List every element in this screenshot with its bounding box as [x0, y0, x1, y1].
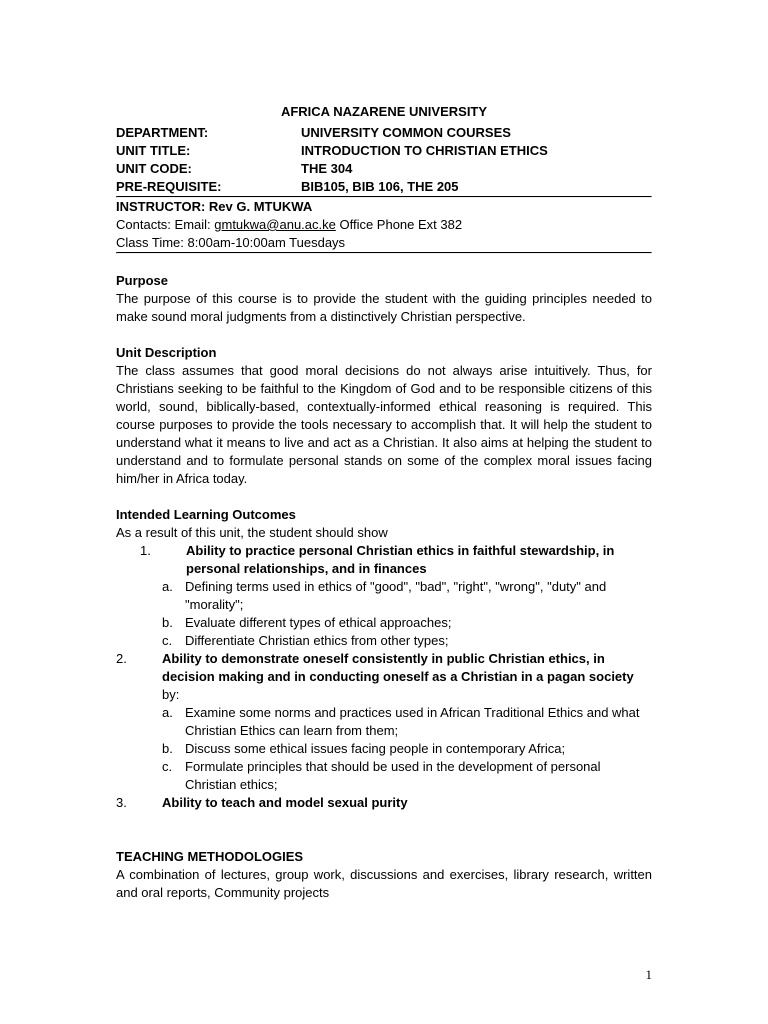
outcome-number: 2. [116, 651, 127, 666]
contacts-suffix: Office Phone Ext 382 [335, 217, 463, 232]
outcome-number: 1. [140, 543, 151, 558]
outcome-number: 3. [116, 795, 127, 810]
spacer [116, 812, 652, 848]
contacts-prefix: Contacts: Email: [116, 217, 215, 232]
outcome-item-3 [116, 794, 652, 812]
outcome-item-1 [116, 542, 652, 578]
outcome-sub-item [116, 614, 652, 632]
outcome-text: Ability to demonstrate oneself consistently in public Christian ethics, in decision making and in conducting oneself as a Christian in a pagan society [162, 651, 634, 684]
class-time: Class Time: 8:00am-10:00am Tuesdays [116, 235, 346, 250]
unit-description-section [116, 344, 652, 488]
outcome-sub-item [116, 632, 652, 650]
info-label: DEPARTMENT: [116, 125, 209, 140]
sub-item-letter: a. [162, 579, 173, 594]
info-value: INTRODUCTION TO CHRISTIAN ETHICS [301, 143, 548, 158]
outcome-text: Ability to teach and model sexual purity [162, 795, 408, 810]
document-page [116, 103, 652, 902]
page-number: 1 [645, 967, 652, 982]
outcome-sub-item [116, 578, 652, 614]
instructor-line: INSTRUCTOR: Rev G. MTUKWA [116, 199, 313, 214]
info-label: UNIT CODE: [116, 161, 192, 176]
info-row-unit-code [116, 160, 652, 178]
outcome-sub-item [116, 704, 652, 740]
info-label: UNIT TITLE: [116, 143, 191, 158]
sub-item-letter: b. [162, 615, 173, 630]
outcomes-heading: Intended Learning Outcomes [116, 507, 296, 522]
divider-bottom [116, 252, 652, 254]
outcomes-intro: As a result of this unit, the student should show [116, 525, 388, 540]
sub-item-letter: c. [162, 633, 173, 648]
outcome-text-suffix: by: [162, 687, 180, 702]
sub-item-text: Formulate principles that should be used in the development of personal Christian ethics; [185, 759, 601, 792]
sub-item-letter: b. [162, 741, 173, 756]
outcome-text: Ability to practice personal Christian ethics in faithful stewardship, in personal relationships, and in finances [186, 543, 615, 576]
sub-item-text: Defining terms used in ethics of "good", "bad", "right", "wrong", "duty" and "morality"; [185, 579, 607, 612]
contacts-line [116, 216, 652, 234]
info-label: PRE-REQUISITE: [116, 179, 222, 194]
outcomes-section [116, 506, 652, 812]
teaching-heading: TEACHING METHODOLOGIES [116, 849, 304, 864]
sub-item-letter: c. [162, 759, 173, 774]
info-row-unit-title [116, 142, 652, 160]
info-value: UNIVERSITY COMMON COURSES [301, 125, 511, 140]
unit-description-heading: Unit Description [116, 345, 217, 360]
teaching-section [116, 848, 652, 902]
purpose-section [116, 272, 652, 326]
email-link[interactable]: gmtukwa@anu.ac.ke [214, 217, 336, 232]
university-title: AFRICA NAZARENE UNIVERSITY [280, 104, 488, 119]
info-row-prerequisite [116, 178, 652, 196]
outcome-sub-item [116, 740, 652, 758]
unit-description-text: The class assumes that good moral decisions do not always arise intuitively. Thus, for Christians seeking to be faithful to the Kingdom of God and to be responsible citizens of this world, sound, biblically-based, contextually-informed ethical reasoning is required. This course purposes to provide the tools necessary to accomplish that. It will help the student to understand what it means to live and act as a Christian. It also aims at helping the student to understand and to formulate personal stands on some of the complex moral issues facing him/her in Africa today. [116, 363, 652, 486]
teaching-text: A combination of lectures, group work, discussions and exercises, library research, written and oral reports, Community projects [116, 867, 652, 900]
sub-item-text: Evaluate different types of ethical approaches; [185, 615, 452, 630]
info-value: THE 304 [301, 161, 353, 176]
purpose-heading: Purpose [116, 273, 169, 288]
info-row-department [116, 124, 652, 142]
sub-item-letter: a. [162, 705, 173, 720]
info-value: BIB105, BIB 106, THE 205 [301, 179, 459, 194]
outcome-item-2 [116, 650, 652, 704]
purpose-text: The purpose of this course is to provide the student with the guiding principles needed to make sound moral judgments from a distinctively Christian perspective. [116, 291, 652, 324]
sub-item-text: Examine some norms and practices used in African Traditional Ethics and what Christian Ethics can learn from them; [185, 705, 640, 738]
outcome-sub-item [116, 758, 652, 794]
sub-item-text: Differentiate Christian ethics from other types; [185, 633, 449, 648]
sub-item-text: Discuss some ethical issues facing people in contemporary Africa; [185, 741, 566, 756]
